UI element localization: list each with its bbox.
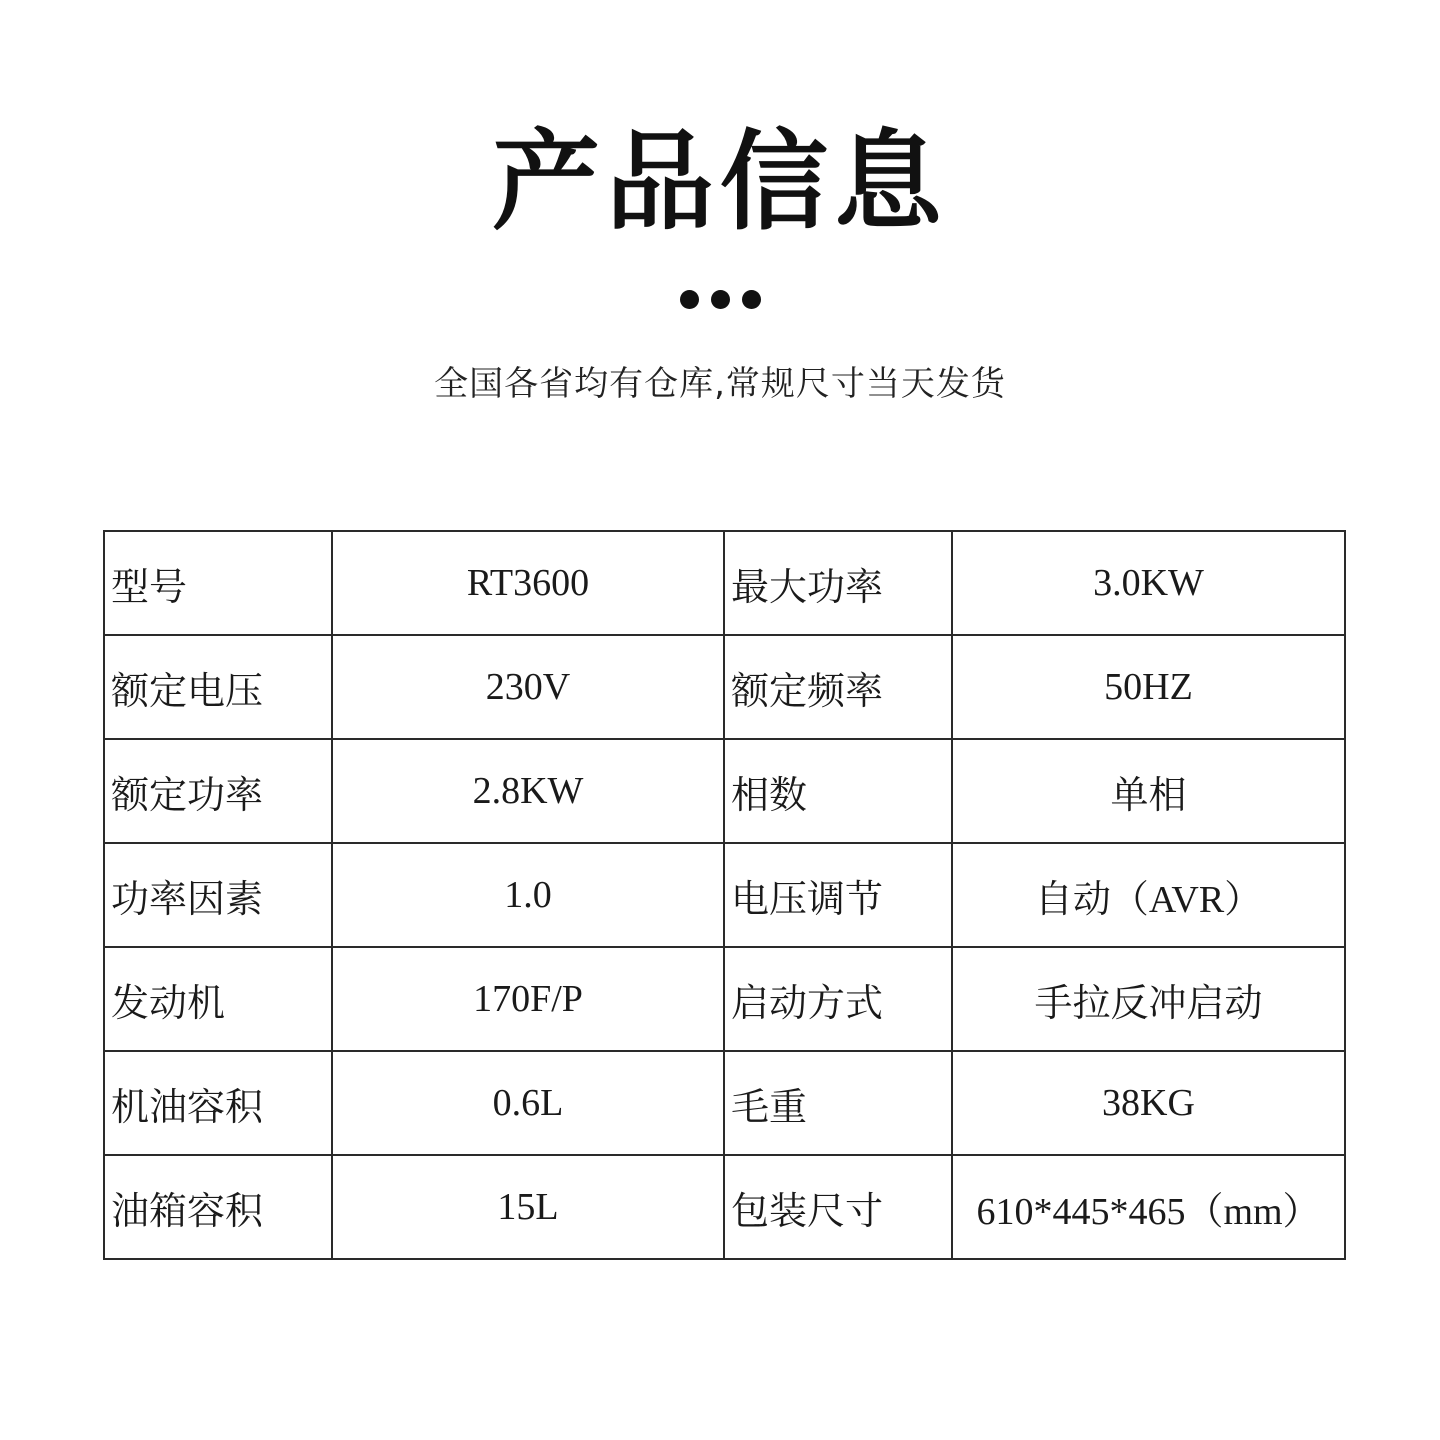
spec-value: 15L bbox=[332, 1155, 724, 1259]
table-row bbox=[104, 739, 1345, 843]
spec-label: 额定频率 bbox=[724, 635, 952, 739]
spec-label: 额定功率 bbox=[104, 739, 332, 843]
spec-value: 610*445*465（mm） bbox=[952, 1155, 1345, 1259]
dot-icon bbox=[742, 290, 761, 309]
spec-value: RT3600 bbox=[332, 531, 724, 635]
table-row bbox=[104, 947, 1345, 1051]
spec-label: 功率因素 bbox=[104, 843, 332, 947]
spec-table bbox=[103, 530, 1346, 1260]
spec-value: 3.0KW bbox=[952, 531, 1345, 635]
spec-label: 油箱容积 bbox=[104, 1155, 332, 1259]
spec-label: 电压调节 bbox=[724, 843, 952, 947]
page-subtitle: 全国各省均有仓库,常规尺寸当天发货 bbox=[434, 364, 1006, 404]
spec-label: 型号 bbox=[104, 531, 332, 635]
spec-value: 50HZ bbox=[952, 635, 1345, 739]
spec-value: 230V bbox=[332, 635, 724, 739]
spec-label: 发动机 bbox=[104, 947, 332, 1051]
spec-value: 自动（AVR） bbox=[952, 843, 1345, 947]
spec-label: 额定电压 bbox=[104, 635, 332, 739]
table-row bbox=[104, 1051, 1345, 1155]
spec-value: 0.6L bbox=[332, 1051, 724, 1155]
spec-label: 毛重 bbox=[724, 1051, 952, 1155]
dot-icon bbox=[680, 290, 699, 309]
dot-icon bbox=[711, 290, 730, 309]
spec-value: 170F/P bbox=[332, 947, 724, 1051]
table-row bbox=[104, 531, 1345, 635]
table-row bbox=[104, 1155, 1345, 1259]
spec-label: 最大功率 bbox=[724, 531, 952, 635]
spec-label: 机油容积 bbox=[104, 1051, 332, 1155]
spec-label: 包装尺寸 bbox=[724, 1155, 952, 1259]
spec-value: 手拉反冲启动 bbox=[952, 947, 1345, 1051]
table-row bbox=[104, 843, 1345, 947]
spec-value: 单相 bbox=[952, 739, 1345, 843]
page-title: 产品信息 bbox=[491, 120, 948, 245]
spec-value: 38KG bbox=[952, 1051, 1345, 1155]
decorative-dots bbox=[0, 290, 1440, 309]
spec-label: 启动方式 bbox=[724, 947, 952, 1051]
spec-value: 2.8KW bbox=[332, 739, 724, 843]
spec-label: 相数 bbox=[724, 739, 952, 843]
spec-value: 1.0 bbox=[332, 843, 724, 947]
table-row bbox=[104, 635, 1345, 739]
